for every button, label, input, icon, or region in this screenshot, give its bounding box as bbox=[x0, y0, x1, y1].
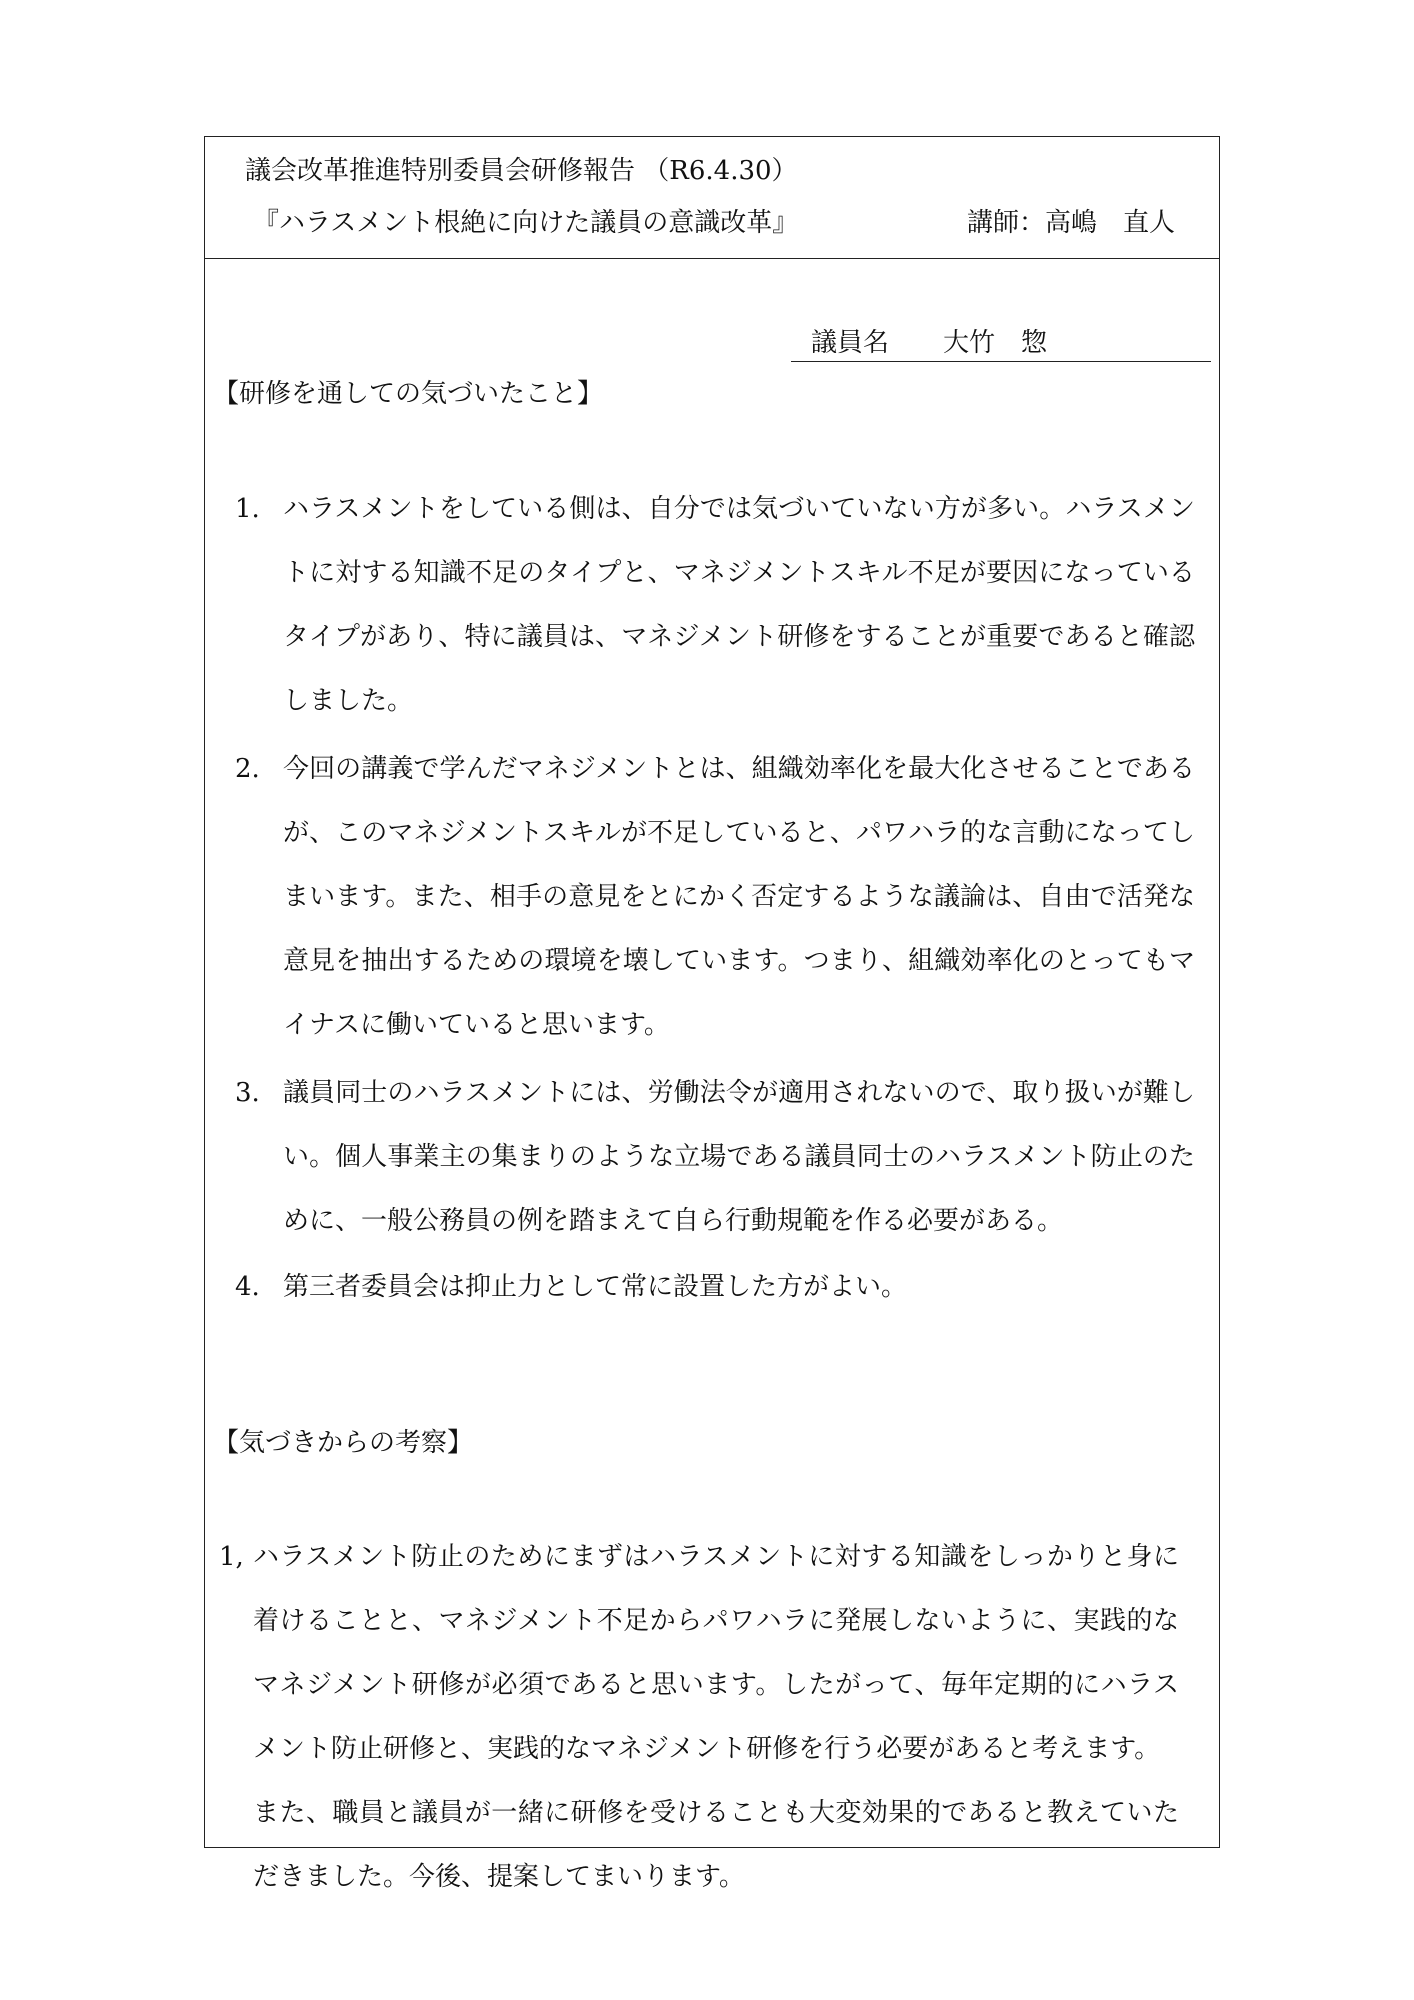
item-text: 第三者委員会は抑止力として常に設置した方がよい。 bbox=[283, 1272, 908, 1302]
item-text: 議員同士のハラスメントには、労働法令が適用されないので、取り扱いが難しい。個人事業主の集まりのような立場である議員同士のハラスメント防止のために、一般公務員の例を踏まえて自ら行動規範を作る必要がある。 bbox=[283, 1078, 1195, 1236]
member-name-line bbox=[791, 325, 1211, 362]
report-header bbox=[205, 137, 1219, 259]
awareness-item-2 bbox=[235, 737, 1195, 1057]
awareness-item-3 bbox=[235, 1061, 1195, 1253]
awareness-item-4 bbox=[235, 1255, 1195, 1319]
awareness-item-1 bbox=[235, 477, 1195, 733]
lecturer bbox=[967, 207, 1175, 239]
item-text: ハラスメント防止のためにまずはハラスメントに対する知識をしっかりと身に着けることと、マネジメント不足からパワハラに発展しないように、実践的なマネジメント研修が必須であると思います。したがって、毎年定期的にハラスメント防止研修と、実践的なマネジメント研修を行う必要があると考えます。 bbox=[253, 1542, 1179, 1764]
consideration-heading: 【気づきからの考察】 bbox=[213, 1428, 474, 1458]
item-text-followup: また、職員と議員が一緒に研修を受けることも大変効果的であると教えていただきました。今後、提案してまいります。 bbox=[253, 1798, 1179, 1892]
report-title: 議会改革推進特別委員会研修報告 （R6.4.30） bbox=[245, 156, 798, 186]
item-body bbox=[253, 1525, 1179, 1909]
member-name: 大竹 惣 bbox=[943, 328, 1048, 358]
item-number: 3. bbox=[235, 1078, 260, 1108]
report-subtitle: 『ハラスメント根絶に向けた議員の意識改革』 bbox=[253, 208, 799, 238]
item-number: 2. bbox=[235, 754, 260, 784]
member-label: 議員名 bbox=[811, 328, 890, 358]
item-number: 1, bbox=[219, 1542, 244, 1572]
lecturer-label: 講師： bbox=[966, 208, 1045, 238]
item-number: 1. bbox=[235, 494, 260, 524]
item-number: 4. bbox=[235, 1272, 260, 1302]
consideration-item-1 bbox=[219, 1525, 1179, 1909]
item-text: 今回の講義で学んだマネジメントとは、組織効率化を最大化させることであるが、このマネジメントスキルが不足していると、パワハラ的な言動になってしまいます。また、相手の意見をとにかく否定するような議論は、自由で活発な意見を抽出するための環境を壊しています。つまり、組織効率化のとってもマイナスに働いていると思います。 bbox=[283, 754, 1195, 1040]
item-text: ハラスメントをしている側は、自分では気づいていない方が多い。ハラスメントに対する知識不足のタイプと、マネジメントスキル不足が要因になっているタイプがあり、特に議員は、マネジメント研修をすることが重要であると確認しました。 bbox=[283, 494, 1195, 716]
awareness-heading: 【研修を通しての気づいたこと】 bbox=[213, 379, 604, 409]
lecturer-name: 高嶋 直人 bbox=[1044, 208, 1175, 238]
report-frame bbox=[204, 136, 1220, 1892]
